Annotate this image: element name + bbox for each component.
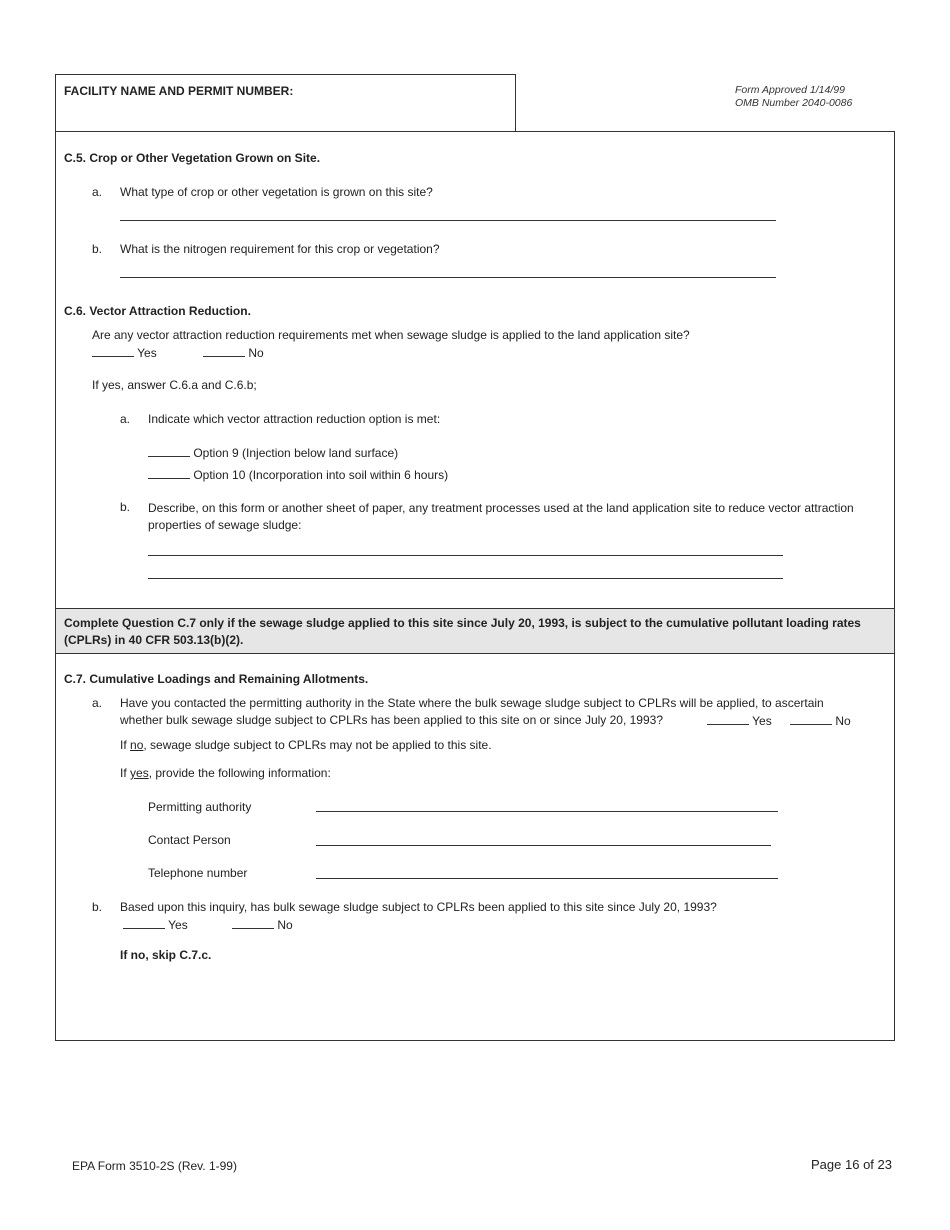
c6-option10-blank[interactable] bbox=[148, 467, 190, 479]
c6-b-letter: b. bbox=[120, 500, 131, 514]
c6-option10 bbox=[148, 467, 448, 482]
c7-instruction-text: Complete Question C.7 only if the sewage sludge applied to this site since July 20, 1993, is subject to the cumulative pollutant loading rates (CPLRs) in 40 CFR 503.13(b)(2). bbox=[64, 616, 861, 647]
c7-if-no-rest: , sewage sludge subject to CPLRs may not be applied to this site. bbox=[143, 738, 492, 752]
c5-a-letter: a. bbox=[92, 185, 103, 199]
c7-if-yes-word: yes bbox=[130, 766, 149, 780]
c6-no-option bbox=[203, 345, 264, 360]
c7-a-yes-option bbox=[707, 713, 772, 728]
c5-a-answer-line[interactable] bbox=[120, 220, 776, 221]
c7-skip-note: If no, skip C.7.c. bbox=[120, 948, 212, 962]
facility-name-label: FACILITY NAME AND PERMIT NUMBER: bbox=[64, 84, 294, 98]
contact-person-label: Contact Person bbox=[148, 833, 231, 847]
c7-if-no-note bbox=[120, 738, 492, 752]
c7-b-letter: b. bbox=[92, 900, 103, 914]
c6-if-yes-note: If yes, answer C.6.a and C.6.b; bbox=[92, 378, 257, 392]
c7-a-question-line1: Have you contacted the permitting authority in the State where the bulk sewage sludge subject to CPLRs will be applied, to ascertain bbox=[120, 696, 824, 710]
c7-a-yes-label: Yes bbox=[752, 714, 772, 728]
page-total: 23 bbox=[877, 1157, 892, 1172]
c7-if-yes-note bbox=[120, 766, 331, 780]
c7-title: C.7. Cumulative Loadings and Remaining Allotments. bbox=[64, 672, 369, 686]
c6-yes-option bbox=[92, 345, 157, 360]
permitting-authority-field[interactable] bbox=[316, 811, 778, 812]
c6-yes-label: Yes bbox=[137, 346, 157, 360]
telephone-number-field[interactable] bbox=[316, 878, 778, 879]
c7-a-no-blank[interactable] bbox=[790, 713, 832, 725]
c7-if-no-word: no bbox=[130, 738, 144, 752]
c6-question: Are any vector attraction reduction requirements met when sewage sludge is applied to the land application site? bbox=[92, 328, 690, 342]
c7-b-yes-label: Yes bbox=[168, 918, 188, 932]
c6-yes-blank[interactable] bbox=[92, 345, 134, 357]
c6-b-question: Describe, on this form or another sheet of paper, any treatment processes used at the land application site to reduce vector attraction properties of sewage sludge: bbox=[148, 501, 854, 532]
c7-if-no-prefix: If bbox=[120, 738, 131, 752]
c6-b-answer-line-2[interactable] bbox=[148, 578, 783, 579]
c7-b-no-blank[interactable] bbox=[232, 917, 274, 929]
c7-b-yes-blank[interactable] bbox=[123, 917, 165, 929]
omb-number-text: OMB Number 2040-0086 bbox=[735, 97, 853, 109]
c5-title: C.5. Crop or Other Vegetation Grown on Site. bbox=[64, 151, 321, 165]
c7-b-yes-option bbox=[123, 917, 188, 932]
form-approved-text: Form Approved 1/14/99 bbox=[735, 84, 845, 96]
c7-a-letter: a. bbox=[92, 696, 103, 710]
c5-b-question: What is the nitrogen requirement for this crop or vegetation? bbox=[120, 242, 440, 256]
c5-b-letter: b. bbox=[92, 242, 103, 256]
c6-no-blank[interactable] bbox=[203, 345, 245, 357]
c7-b-no-label: No bbox=[277, 918, 293, 932]
c7-if-yes-rest: , provide the following information: bbox=[148, 766, 331, 780]
c7-a-no-option bbox=[790, 713, 851, 728]
form-id: EPA Form 3510-2S (Rev. 1-99) bbox=[72, 1159, 237, 1173]
page-current: 16 bbox=[844, 1157, 860, 1172]
c6-no-label: No bbox=[248, 346, 264, 360]
c7-if-yes-prefix: If bbox=[120, 766, 131, 780]
c5-b-answer-line[interactable] bbox=[120, 277, 776, 278]
c6-option9 bbox=[148, 445, 398, 460]
c6-option9-label: Option 9 (Injection below land surface) bbox=[193, 446, 399, 460]
facility-header-box bbox=[55, 74, 516, 131]
c7-a-yes-blank[interactable] bbox=[707, 713, 749, 725]
telephone-number-label: Telephone number bbox=[148, 866, 248, 880]
permitting-authority-label: Permitting authority bbox=[148, 800, 252, 814]
page-indicator bbox=[811, 1157, 892, 1172]
contact-person-field[interactable] bbox=[316, 845, 771, 846]
page-prefix: Page bbox=[811, 1157, 845, 1172]
c6-a-letter: a. bbox=[120, 412, 131, 426]
c7-a-no-label: No bbox=[835, 714, 851, 728]
c6-title: C.6. Vector Attraction Reduction. bbox=[64, 304, 251, 318]
c7-b-no-option bbox=[232, 917, 293, 932]
c5-a-question: What type of crop or other vegetation is grown on this site? bbox=[120, 185, 433, 199]
c6-a-question: Indicate which vector attraction reduction option is met: bbox=[148, 412, 441, 426]
c6-b-answer-line-1[interactable] bbox=[148, 555, 783, 556]
c7-b-question: Based upon this inquiry, has bulk sewage sludge subject to CPLRs been applied to this site since July 20, 1993? bbox=[120, 900, 717, 914]
page-of: of bbox=[859, 1157, 878, 1172]
c7-a-question-line2: whether bulk sewage sludge subject to CPLRs has been applied to this site on or since July 20, 1993? bbox=[120, 713, 663, 727]
c6-option9-blank[interactable] bbox=[148, 445, 190, 457]
c6-option10-label: Option 10 (Incorporation into soil within 6 hours) bbox=[193, 468, 449, 482]
